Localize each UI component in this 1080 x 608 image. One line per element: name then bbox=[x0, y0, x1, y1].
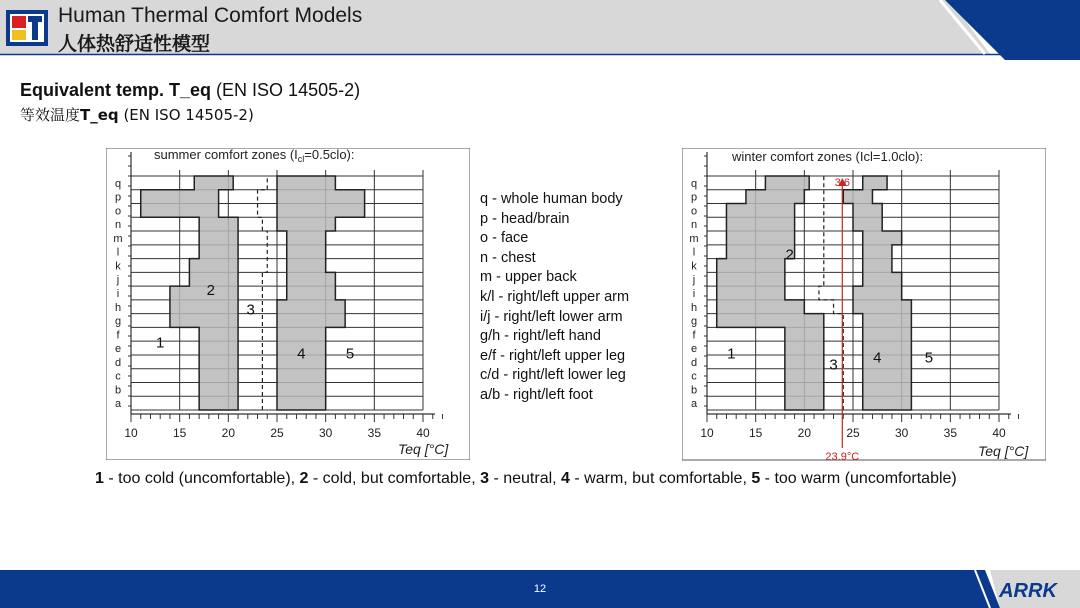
category-label: k bbox=[691, 260, 697, 273]
company-logo-icon bbox=[6, 10, 48, 46]
winter-chart-title: winter comfort zones (Icl=1.0clo): bbox=[732, 149, 924, 164]
category-label: q bbox=[690, 177, 698, 190]
zone-label: 5 bbox=[345, 345, 355, 363]
zone-label: 5 bbox=[924, 349, 934, 367]
category-label: c bbox=[691, 370, 697, 383]
zone-caption bbox=[95, 470, 957, 488]
category-label: b bbox=[114, 384, 122, 397]
category-label: m bbox=[689, 232, 699, 245]
winter-x-axis-label: Teq [°C] bbox=[978, 443, 1029, 459]
zone-label: 4 bbox=[873, 349, 882, 367]
category-label: d bbox=[690, 356, 698, 369]
zone-label: 1 bbox=[156, 334, 165, 352]
category-label: e bbox=[114, 343, 122, 356]
category-label: k bbox=[115, 260, 121, 273]
category-label: a bbox=[114, 398, 122, 411]
caption-zone-text: - neutral, bbox=[489, 470, 562, 487]
arrk-logo: ARRK bbox=[999, 580, 1057, 602]
page-number: 12 bbox=[533, 583, 547, 595]
zone-label: 4 bbox=[297, 345, 306, 363]
x-tick-label: 25 bbox=[846, 426, 860, 440]
category-label: l bbox=[116, 246, 120, 259]
annotation-top-label: 3.6 bbox=[834, 177, 850, 189]
x-tick-label: 35 bbox=[367, 426, 382, 440]
legend-item: e/f - right/left upper leg bbox=[480, 347, 626, 364]
summer-comfort-chart bbox=[106, 148, 470, 460]
category-label: i bbox=[116, 288, 120, 300]
page-title-chinese: 人体热舒适性模型 bbox=[58, 33, 211, 55]
caption-zone-number: 4 bbox=[561, 470, 570, 487]
category-label: g bbox=[114, 315, 122, 328]
zone-label: 3 bbox=[829, 356, 838, 374]
x-tick-label: 10 bbox=[700, 426, 714, 440]
legend-item: k/l - right/left upper arm bbox=[480, 288, 630, 305]
category-label: e bbox=[690, 343, 698, 356]
x-tick-label: 30 bbox=[318, 426, 333, 440]
category-label: b bbox=[690, 384, 698, 397]
category-label: o bbox=[114, 205, 122, 218]
category-label: m bbox=[113, 232, 123, 245]
section-heading-zh-bold: T_eq bbox=[80, 106, 119, 124]
legend-item: c/d - right/left lower leg bbox=[480, 367, 626, 384]
category-label: l bbox=[692, 246, 696, 259]
legend-item: q - whole human body bbox=[480, 191, 623, 207]
caption-zone-text: - too cold (uncomfortable), bbox=[103, 470, 300, 487]
legend-item: m - upper back bbox=[480, 269, 577, 286]
category-label: p bbox=[690, 191, 698, 204]
category-label: n bbox=[690, 219, 698, 232]
x-tick-label: 20 bbox=[797, 426, 812, 440]
category-label: n bbox=[114, 219, 122, 232]
summer-x-axis-label: Teq [°C] bbox=[398, 441, 449, 457]
section-heading-zh-prefix: 等效温度 bbox=[20, 106, 81, 124]
caption-zone-text: - cold, but comfortable, bbox=[308, 470, 481, 487]
x-tick-label: 30 bbox=[894, 426, 909, 440]
x-tick-label: 40 bbox=[992, 426, 1006, 440]
legend-item: a/b - right/left foot bbox=[480, 386, 593, 403]
x-tick-label: 10 bbox=[124, 426, 138, 440]
summer-chart-title: summer comfort zones $(I_{cl}=0.5clo)$: bbox=[154, 148, 355, 164]
caption-zone-number: 5 bbox=[751, 470, 761, 487]
category-label: o bbox=[690, 205, 698, 218]
annotation-value-label: 23.9°C bbox=[825, 451, 860, 463]
zone-label: 2 bbox=[206, 282, 215, 300]
x-tick-label: 20 bbox=[221, 426, 236, 440]
caption-zone-number: 3 bbox=[480, 470, 489, 487]
category-label: f bbox=[116, 329, 120, 342]
section-heading-standard: (EN ISO 14505-2) bbox=[211, 80, 361, 100]
category-label: q bbox=[114, 177, 122, 190]
category-label: p bbox=[114, 191, 122, 204]
category-label: f bbox=[692, 329, 696, 342]
category-label: c bbox=[115, 370, 121, 383]
zone-label: 2 bbox=[785, 246, 794, 264]
winter-comfort-chart bbox=[682, 148, 1046, 464]
category-label: d bbox=[114, 356, 122, 369]
x-tick-label: 35 bbox=[943, 426, 958, 440]
section-heading-chinese bbox=[20, 104, 254, 125]
section-heading-zh-standard: (EN ISO 14505-2) bbox=[118, 106, 254, 124]
caption-zone-text: - too warm (uncomfortable) bbox=[760, 470, 957, 487]
caption-zone-number: 1 bbox=[95, 470, 104, 487]
category-label: j bbox=[692, 274, 696, 287]
x-tick-label: 25 bbox=[270, 426, 284, 440]
legend-item: o - face bbox=[480, 230, 529, 247]
legend-item: g/h - right/left hand bbox=[480, 328, 601, 345]
legend-item: p - head/brain bbox=[480, 210, 570, 227]
section-heading-bold: Equivalent temp. T_eq bbox=[20, 80, 212, 100]
legend-item: i/j - right/left lower arm bbox=[480, 308, 623, 325]
x-tick-label: 40 bbox=[416, 426, 430, 440]
category-label: g bbox=[690, 315, 698, 328]
section-heading bbox=[20, 80, 360, 101]
category-label: h bbox=[690, 301, 698, 314]
zone-label: 3 bbox=[246, 301, 255, 319]
caption-zone-text: - warm, but comfortable, bbox=[569, 470, 752, 487]
x-tick-label: 15 bbox=[172, 426, 187, 440]
caption-zone-number: 2 bbox=[299, 470, 309, 487]
category-label: j bbox=[116, 274, 120, 287]
legend-item: n - chest bbox=[480, 249, 536, 266]
category-label: h bbox=[114, 301, 122, 314]
zone-label: 1 bbox=[727, 345, 736, 363]
x-tick-label: 15 bbox=[748, 426, 763, 440]
category-label: a bbox=[690, 398, 698, 411]
category-label: i bbox=[692, 288, 696, 300]
page-title: Human Thermal Comfort Models bbox=[58, 4, 363, 27]
body-part-legend bbox=[480, 191, 629, 407]
